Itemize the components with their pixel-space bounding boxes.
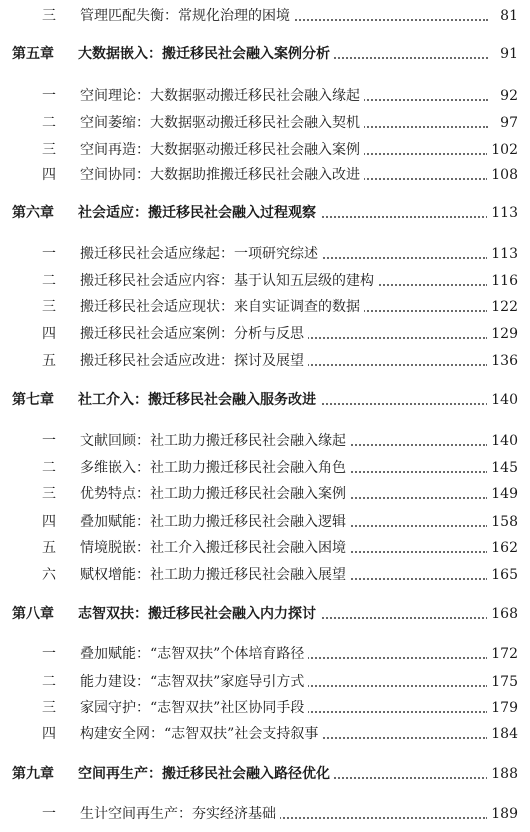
- chapter-row[interactable]: [0, 202, 530, 224]
- chapter-row[interactable]: [0, 603, 530, 625]
- section-number: 三: [42, 700, 56, 716]
- section-row[interactable]: [0, 643, 530, 665]
- section-number: 二: [42, 460, 56, 476]
- section-row[interactable]: [0, 296, 530, 318]
- chapter-title: 空间再生产：搬迁移民社会融入路径优化: [78, 763, 334, 785]
- section-number: 二: [42, 115, 56, 131]
- page-number: 113: [487, 202, 518, 224]
- page-number: 97: [496, 112, 518, 134]
- section-title: 家园守护：“志智双扶”社区协同手段: [80, 697, 308, 719]
- page-number: 184: [487, 723, 518, 745]
- section-title: 搬迁移民社会适应缘起：一项研究综述: [80, 243, 322, 265]
- chapter-title: 大数据嵌入：搬迁移民社会融入案例分析: [78, 43, 334, 65]
- page-number: 140: [487, 389, 518, 411]
- section-row[interactable]: [0, 323, 530, 345]
- section-row[interactable]: [0, 537, 530, 559]
- section-title: 生计空间再生产：夯实经济基础: [80, 803, 280, 825]
- page-number: 149: [487, 483, 518, 505]
- section-title: 空间协同：大数据助推搬迁移民社会融入改进: [80, 164, 364, 186]
- chapter-number: 第七章: [12, 392, 54, 408]
- section-number: 一: [42, 646, 56, 662]
- section-title: 搬迁移民社会适应案例：分析与反思: [80, 323, 308, 345]
- chapter-title: 社工介入：搬迁移民社会融入服务改进: [78, 389, 320, 411]
- section-row[interactable]: [0, 350, 530, 372]
- section-number: 四: [42, 514, 56, 530]
- page-number: 145: [487, 457, 518, 479]
- page-number: 172: [487, 643, 518, 665]
- page-number: 81: [496, 5, 518, 27]
- section-title: 管理匹配失衡：常规化治理的困境: [80, 5, 294, 27]
- section-title: 空间萎缩：大数据驱动搬迁移民社会融入契机: [80, 112, 364, 134]
- chapter-row[interactable]: [0, 43, 530, 65]
- chapter-row[interactable]: [0, 389, 530, 411]
- section-title: 搬迁移民社会适应现状：来自实证调查的数据: [80, 296, 364, 318]
- section-title: 优势特点：社工助力搬迁移民社会融入案例: [80, 483, 350, 505]
- section-title: 空间理论：大数据驱动搬迁移民社会融入缘起: [80, 85, 364, 107]
- section-number: 五: [42, 353, 56, 369]
- page-number: 91: [496, 43, 518, 65]
- section-row[interactable]: [0, 139, 530, 161]
- page-number: 165: [487, 564, 518, 586]
- chapter-number: 第八章: [12, 606, 54, 622]
- section-number: 三: [42, 486, 56, 502]
- page-number: 116: [487, 270, 518, 292]
- section-row[interactable]: [0, 803, 530, 825]
- page-number: 140: [487, 430, 518, 452]
- chapter-title: 社会适应：搬迁移民社会融入过程观察: [78, 202, 320, 224]
- chapter-title: 志智双扶：搬迁移民社会融入内力探讨: [78, 603, 320, 625]
- section-number: 四: [42, 726, 56, 742]
- section-number: 一: [42, 246, 56, 262]
- chapter-number: 第九章: [12, 766, 54, 782]
- section-number: 一: [42, 433, 56, 449]
- section-number: 三: [42, 8, 56, 24]
- section-row[interactable]: [0, 483, 530, 505]
- section-number: 四: [42, 167, 56, 183]
- page-number: 136: [487, 350, 518, 372]
- page-number: 188: [487, 763, 518, 785]
- page-number: 92: [496, 85, 518, 107]
- section-row[interactable]: [0, 430, 530, 452]
- page-number: 113: [487, 243, 518, 265]
- section-number: 四: [42, 326, 56, 342]
- page-number: 162: [487, 537, 518, 559]
- section-row[interactable]: [0, 511, 530, 533]
- section-title: 文献回顾：社工助力搬迁移民社会融入缘起: [80, 430, 350, 452]
- section-row[interactable]: [0, 5, 530, 27]
- section-title: 搬迁移民社会适应内容：基于认知五层级的建构: [80, 270, 378, 292]
- page-number: 168: [487, 603, 518, 625]
- section-row[interactable]: [0, 270, 530, 292]
- section-row[interactable]: [0, 697, 530, 719]
- section-row[interactable]: [0, 164, 530, 186]
- section-title: 情境脱嵌：社工介入搬迁移民社会融入困境: [80, 537, 350, 559]
- section-title: 叠加赋能：“志智双扶”个体培育路径: [80, 643, 308, 665]
- section-title: 赋权增能：社工助力搬迁移民社会融入展望: [80, 564, 350, 586]
- page-number: 129: [487, 323, 518, 345]
- section-number: 二: [42, 674, 56, 690]
- section-number: 三: [42, 142, 56, 158]
- chapter-number: 第五章: [12, 46, 54, 62]
- page-number: 158: [487, 511, 518, 533]
- section-title: 叠加赋能：社工助力搬迁移民社会融入逻辑: [80, 511, 350, 533]
- section-title: 能力建设：“志智双扶”家庭导引方式: [80, 671, 308, 693]
- section-row[interactable]: [0, 85, 530, 107]
- section-number: 三: [42, 299, 56, 315]
- section-title: 构建安全网：“志智双扶”社会支持叙事: [80, 723, 322, 745]
- page-number: 122: [487, 296, 518, 318]
- page-number: 189: [487, 803, 518, 825]
- section-row[interactable]: [0, 564, 530, 586]
- page-number: 108: [487, 164, 518, 186]
- page-number: 179: [487, 697, 518, 719]
- section-row[interactable]: [0, 457, 530, 479]
- section-number: 一: [42, 88, 56, 104]
- page-number: 102: [487, 139, 518, 161]
- section-title: 多维嵌入：社工助力搬迁移民社会融入角色: [80, 457, 350, 479]
- chapter-number: 第六章: [12, 205, 54, 221]
- section-row[interactable]: [0, 243, 530, 265]
- page-number: 175: [487, 671, 518, 693]
- section-row[interactable]: [0, 723, 530, 745]
- section-row[interactable]: [0, 112, 530, 134]
- section-row[interactable]: [0, 671, 530, 693]
- section-title: 搬迁移民社会适应改进：探讨及展望: [80, 350, 308, 372]
- section-number: 二: [42, 273, 56, 289]
- section-number: 五: [42, 540, 56, 556]
- section-title: 空间再造：大数据驱动搬迁移民社会融入案例: [80, 139, 364, 161]
- section-number: 六: [42, 567, 56, 583]
- section-number: 一: [42, 806, 56, 822]
- chapter-row[interactable]: [0, 763, 530, 785]
